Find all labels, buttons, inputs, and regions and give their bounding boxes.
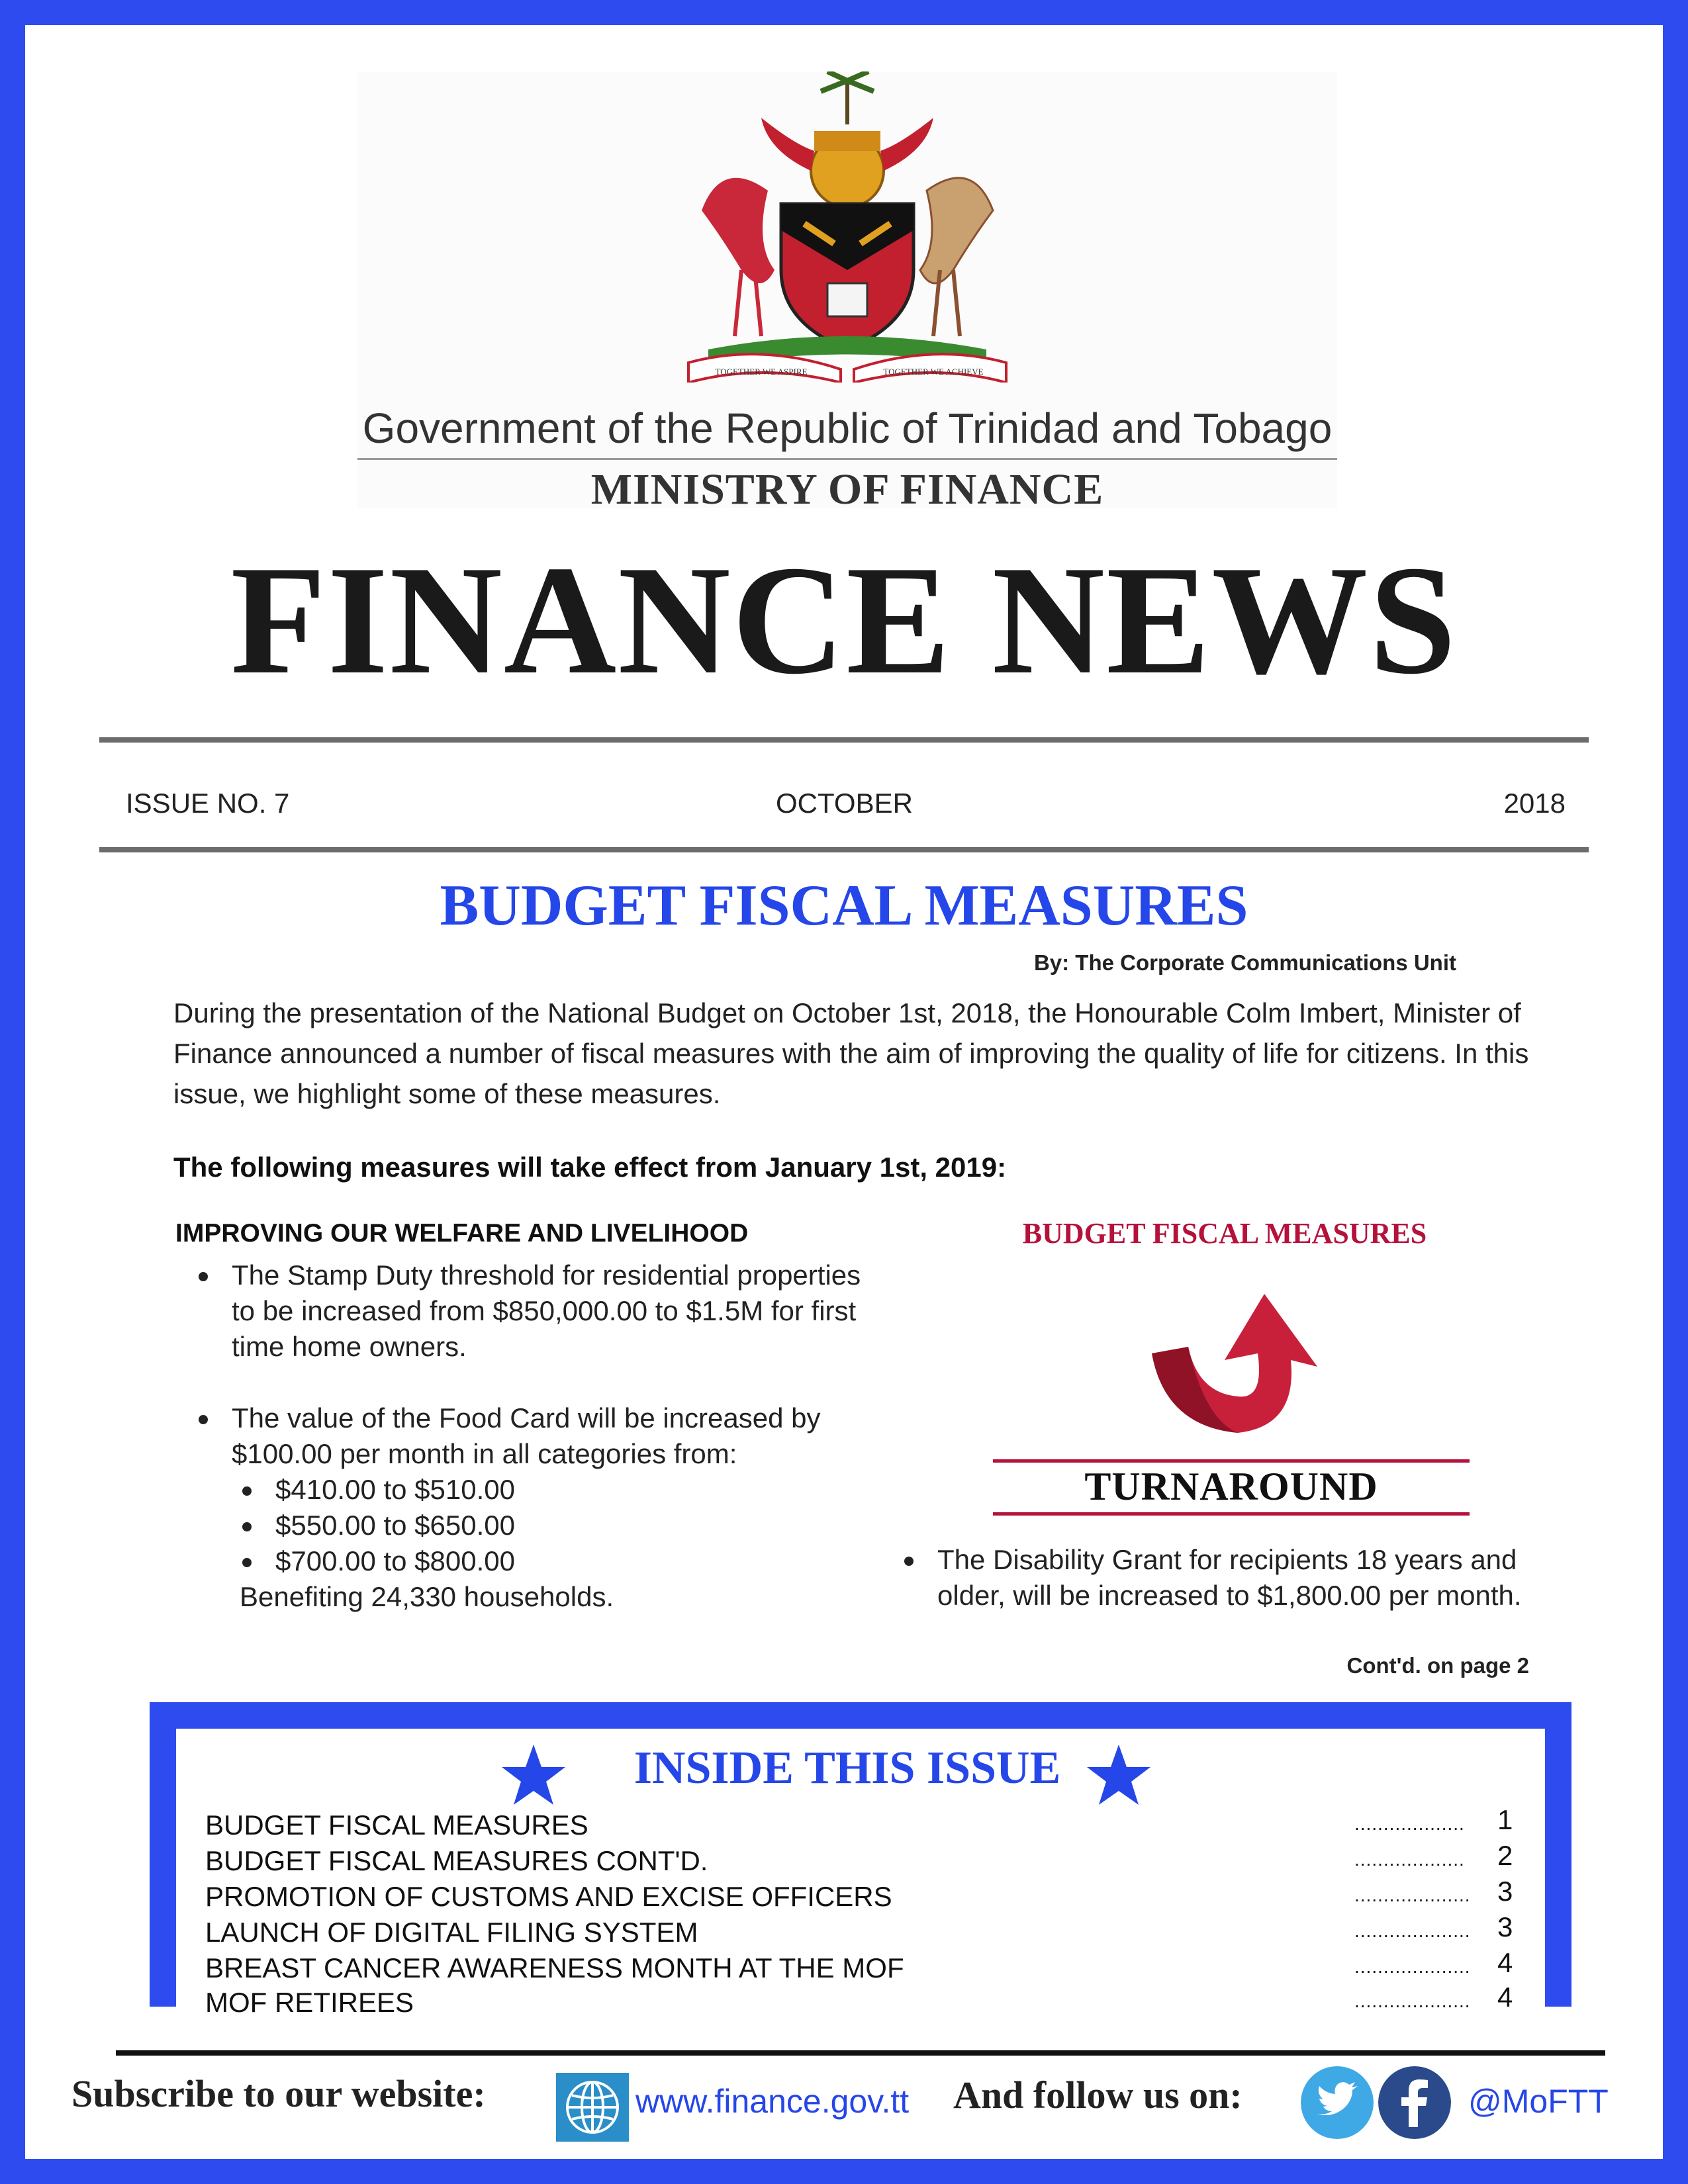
measures-list-left: [232, 1257, 867, 1615]
issue-bar: [126, 788, 1566, 827]
twitter-icon[interactable]: [1301, 2066, 1374, 2139]
globe-icon[interactable]: [556, 2073, 629, 2142]
toc-item[interactable]: LAUNCH OF DIGITAL FILING SYSTEM: [205, 1917, 698, 1948]
bullet-icon: [904, 1557, 914, 1566]
list-item: The Stamp Duty threshold for residential properties to be increased from $850,000.00 to $1.5M for first time home owners.: [232, 1257, 867, 1365]
issue-month: OCTOBER: [776, 788, 913, 819]
list-item: $550.00 to $650.00: [275, 1508, 867, 1543]
households-note: Benefiting 24,330 households.: [240, 1581, 614, 1612]
crest-motto-left: TOGETHER WE ASPIRE: [715, 367, 808, 377]
measures-list-right: [937, 1542, 1546, 1614]
toc-page-number: 4: [1497, 1947, 1513, 1978]
crest-motto-right: TOGETHER WE ACHIEVE: [883, 367, 984, 377]
star-icon: [1086, 1742, 1152, 1808]
issue-year: 2018: [1503, 788, 1566, 819]
graphic-caption: TURNAROUND: [1084, 1465, 1378, 1508]
toc-leader: ....................: [1354, 1885, 1471, 1905]
bullet-icon: [199, 1415, 208, 1424]
toc-leader: ....................: [1354, 1956, 1471, 1977]
list-item: The Disability Grant for recipients 18 years and older, will be increased to $1,800.00 per month.: [937, 1542, 1546, 1614]
toc-title: INSIDE THIS ISSUE: [633, 1743, 1061, 1794]
section-heading: IMPROVING OUR WELFARE AND LIVELIHOOD: [175, 1219, 749, 1248]
graphic-title: BUDGET FISCAL MEASURES: [1022, 1217, 1427, 1250]
toc-leader: ....................: [1354, 1991, 1471, 2011]
toc-leader: ...................: [1354, 1849, 1465, 1870]
toc-item[interactable]: BREAST CANCER AWARENESS MONTH AT THE MOF: [205, 1952, 904, 1983]
facebook-icon[interactable]: [1378, 2066, 1451, 2139]
list-item: $410.00 to $510.00: [275, 1472, 867, 1508]
toc-item[interactable]: MOF RETIREES: [205, 1987, 414, 2018]
social-handle[interactable]: @MoFTT: [1468, 2083, 1609, 2120]
divider: [993, 1459, 1470, 1463]
toc-page-number: 4: [1497, 1981, 1513, 2013]
toc-page-number: 2: [1497, 1840, 1513, 1871]
bullet-icon: [199, 1272, 208, 1281]
turnaround-arrow-icon: [1125, 1254, 1324, 1453]
bullet-icon: [242, 1522, 252, 1531]
government-name: Government of the Republic of Trinidad and Tobago: [362, 404, 1333, 452]
bullet-icon: [242, 1486, 252, 1496]
ministry-name: MINISTRY OF FINANCE: [590, 465, 1104, 514]
food-card-ranges: [232, 1472, 867, 1579]
bullet-icon: [242, 1558, 252, 1567]
toc-leader: ...................: [1354, 1813, 1465, 1834]
toc-item[interactable]: BUDGET FISCAL MEASURES: [205, 1809, 588, 1841]
divider: [993, 1512, 1470, 1516]
byline: By: The Corporate Communications Unit: [1033, 950, 1456, 975]
toc-page-number: 1: [1497, 1804, 1513, 1835]
article-headline: BUDGET FISCAL MEASURES: [440, 874, 1248, 938]
toc-leader: ....................: [1354, 1921, 1471, 1941]
issue-number: ISSUE NO. 7: [126, 788, 290, 819]
article-intro: During the presentation of the National Budget on October 1st, 2018, the Honourable Colm Imbert, Minister of Finance announced a number of fiscal measures with the aim of improving the quality of life for citizens. In this issue, we highlight some of these measures.: [173, 997, 1529, 1109]
effective-date-note: The following measures will take effect from January 1st, 2019:: [173, 1152, 1007, 1183]
toc-page-number: 3: [1497, 1911, 1513, 1942]
website-link[interactable]: www.finance.gov.tt: [635, 2083, 910, 2120]
follow-label: And follow us on:: [953, 2073, 1243, 2116]
toc-item[interactable]: PROMOTION OF CUSTOMS AND EXCISE OFFICERS: [205, 1881, 892, 1912]
list-item: The value of the Food Card will be increased by $100.00 per month in all categories from:: [232, 1400, 867, 1472]
toc-item[interactable]: BUDGET FISCAL MEASURES CONT'D.: [205, 1845, 708, 1876]
subscribe-label: Subscribe to our website:: [71, 2072, 486, 2115]
divider: [99, 847, 1589, 852]
toc-page-number: 3: [1497, 1876, 1513, 1907]
masthead-title: FINANCE NEWS: [230, 534, 1458, 707]
divider: [99, 737, 1589, 743]
divider: [116, 2050, 1605, 2056]
continued-note: Cont'd. on page 2: [1346, 1653, 1529, 1678]
coat-of-arms: [662, 71, 1033, 383]
divider: [357, 458, 1337, 460]
list-item: $700.00 to $800.00: [275, 1543, 867, 1579]
